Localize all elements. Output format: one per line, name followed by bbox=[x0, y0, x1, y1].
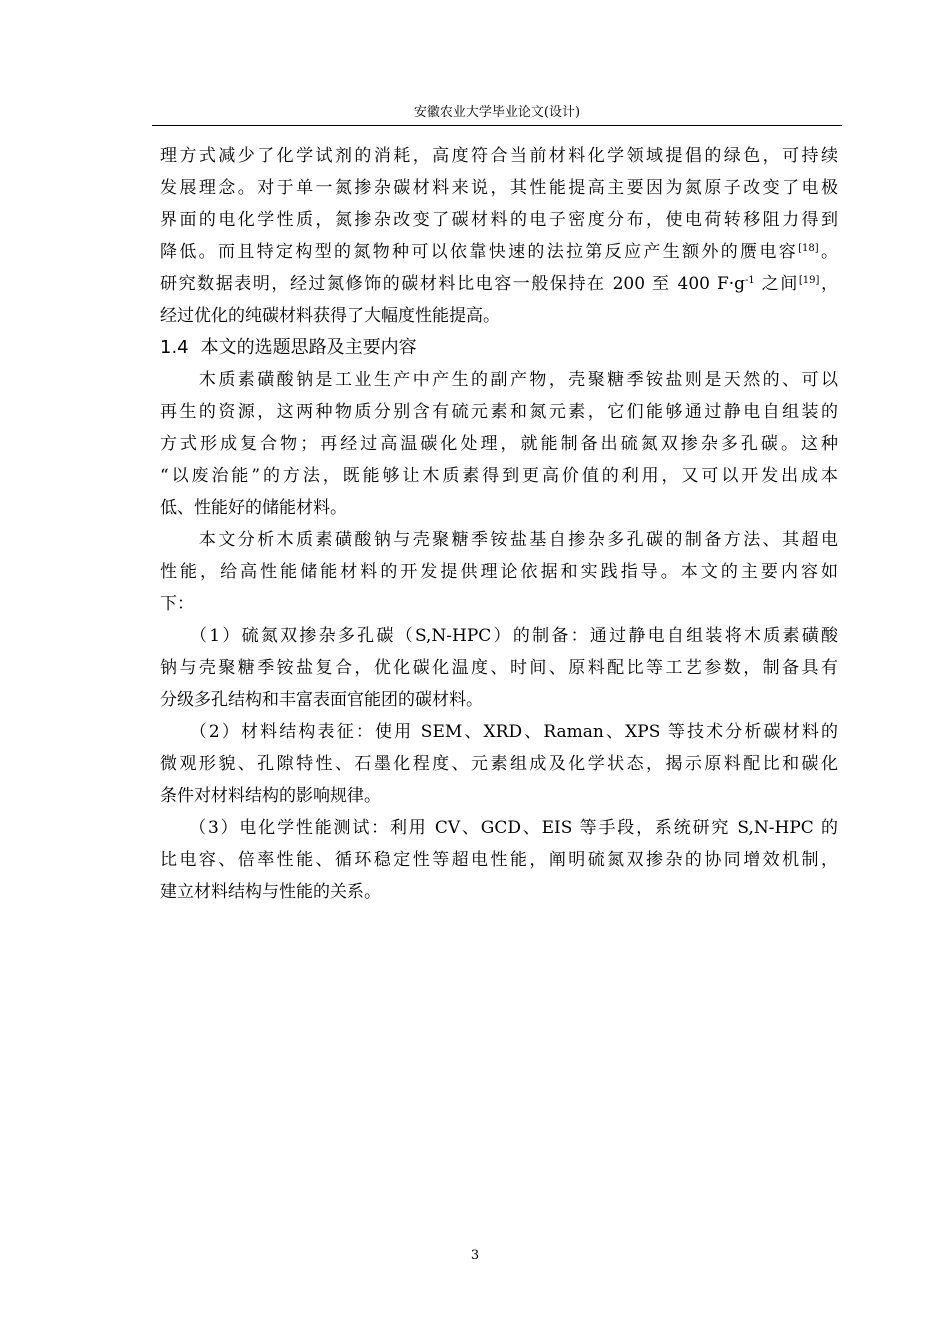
text-line: 木质素磺酸钠是工业生产中产生的副产物，壳聚糖季铵盐则是天然的、可以 bbox=[160, 370, 838, 390]
paragraph-continued bbox=[160, 140, 838, 332]
text-line: 性能，给高性能储能材料的开发提供理论依据和实践指导。本文的主要内容如 bbox=[160, 562, 838, 582]
text-line bbox=[160, 236, 838, 268]
text-line: 低、性能好的储能材料。 bbox=[160, 498, 347, 518]
superscript-exponent: -1 bbox=[745, 275, 755, 286]
section-title: 本文的选题思路及主要内容 bbox=[200, 337, 417, 358]
list-item bbox=[160, 716, 838, 812]
text-line: 比电容、倍率性能、循环稳定性等超电性能，阐明硫氮双掺杂的协同增效机制， bbox=[160, 850, 838, 870]
list-item bbox=[160, 812, 838, 908]
text-span: ， bbox=[819, 274, 839, 294]
header-rule bbox=[152, 125, 842, 126]
text-span: 研究数据表明，经过氮修饰的碳材料比电容一般保持在 200 至 400 F·g bbox=[160, 274, 746, 294]
paragraph bbox=[160, 364, 838, 524]
text-line: 微观形貌、孔隙特性、石墨化程度、元素组成及化学状态，揭示原料配比和碳化 bbox=[160, 754, 838, 774]
text-span: 。 bbox=[818, 242, 839, 262]
running-header: 安徽农业大学毕业论文(设计) bbox=[413, 105, 581, 120]
text-line: （3）电化学性能测试：利用 CV、GCD、EIS 等手段，系统研究 S,N-HPC 的 bbox=[160, 818, 838, 838]
text-line: 界面的电化学性质，氮掺杂改变了碳材料的电子密度分布，使电荷转移阻力得到 bbox=[160, 210, 838, 230]
text-span: 降低。而且特定构型的氮物种可以依靠快速的法拉第反应产生额外的赝电容 bbox=[160, 242, 799, 262]
text-line: 经过优化的纯碳材料获得了大幅度性能提高。 bbox=[160, 306, 500, 326]
text-span: 之间 bbox=[754, 274, 799, 294]
text-line: 分级多孔结构和丰富表面官能团的碳材料。 bbox=[160, 690, 483, 710]
text-line: 下： bbox=[160, 594, 194, 614]
text-line: （1）硫氮双掺杂多孔碳（S,N-HPC）的制备：通过静电自组装将木质素磺酸 bbox=[160, 626, 838, 646]
text-line: 建立材料结构与性能的关系。 bbox=[160, 882, 381, 902]
section-number: 1.4 bbox=[160, 337, 189, 358]
citation-18[interactable]: [18] bbox=[798, 243, 819, 254]
citation-19[interactable]: [19] bbox=[798, 275, 820, 286]
text-line: 方式形成复合物；再经过高温碳化处理，就能制备出硫氮双掺杂多孔碳。这种 bbox=[160, 434, 838, 454]
text-line bbox=[160, 268, 838, 300]
text-line: 钠与壳聚糖季铵盐复合，优化碳化温度、时间、原料配比等工艺参数，制备具有 bbox=[160, 658, 838, 678]
paragraph bbox=[160, 524, 838, 620]
text-line: 发展理念。对于单一氮掺杂碳材料来说，其性能提高主要因为氮原子改变了电极 bbox=[160, 178, 838, 198]
text-line: （2）材料结构表征：使用 SEM、XRD、Raman、XPS 等技术分析碳材料的 bbox=[160, 722, 838, 742]
section-heading bbox=[160, 332, 838, 364]
text-line: 再生的资源，这两种物质分别含有硫元素和氮元素，它们能够通过静电自组装的 bbox=[160, 402, 838, 422]
text-line: 条件对材料结构的影响规律。 bbox=[160, 786, 381, 806]
list-item bbox=[160, 620, 838, 716]
text-line: 理方式减少了化学试剂的消耗，高度符合当前材料化学领域提倡的绿色，可持续 bbox=[160, 146, 838, 166]
page-number: 3 bbox=[470, 1248, 480, 1263]
text-line: 本文分析木质素磺酸钠与壳聚糖季铵盐基自掺杂多孔碳的制备方法、其超电 bbox=[160, 530, 838, 550]
text-line: “以废治能”的方法，既能够让木质素得到更高价值的利用，又可以开发出成本 bbox=[160, 466, 838, 486]
page-body bbox=[160, 140, 838, 908]
